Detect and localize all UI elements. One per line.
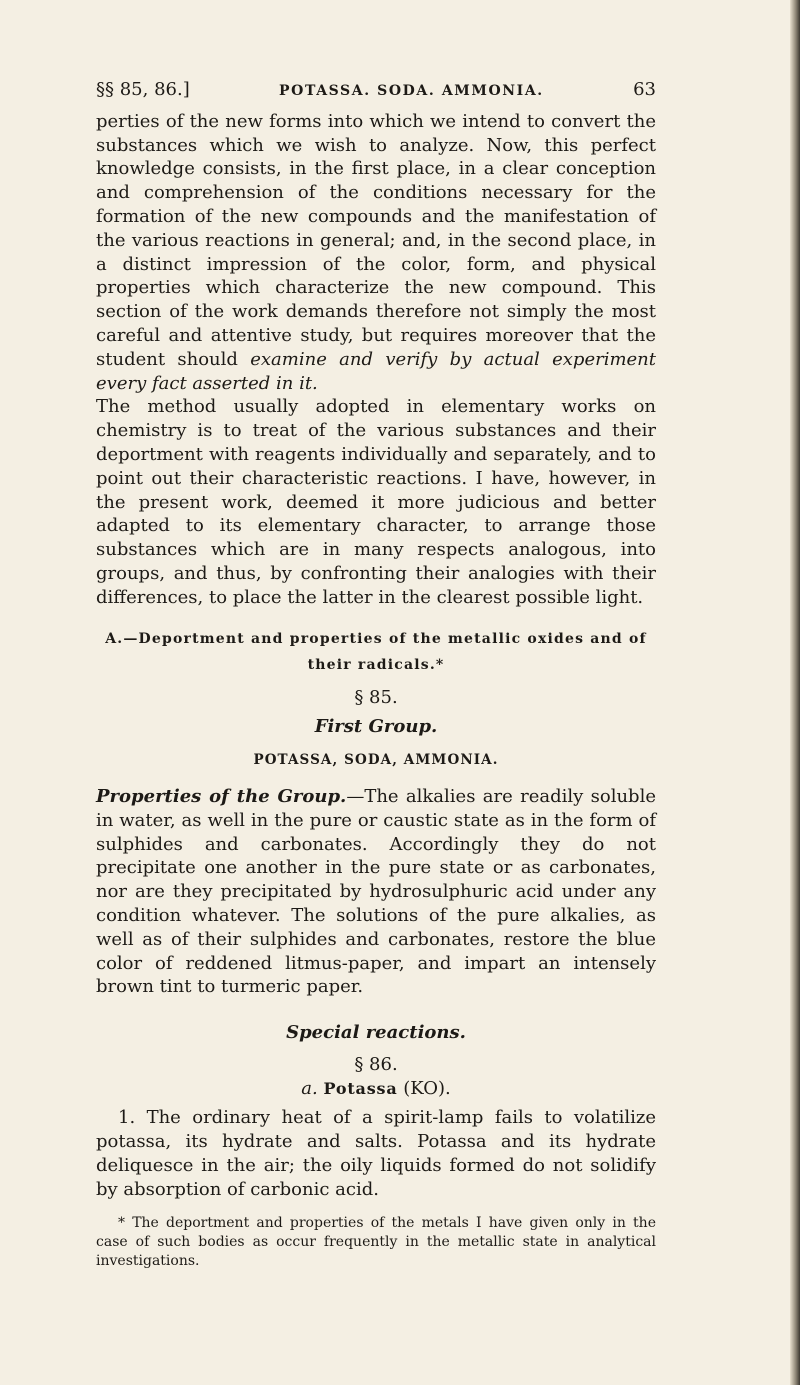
properties-label: Properties of the Group. [96,785,347,807]
page-number: 63 [633,79,656,100]
special-reactions-heading: Special reactions. [286,1022,466,1044]
potassa-letter: a. [301,1077,318,1099]
section-85-number: § 85. [354,686,398,708]
potassa-formula: (KO). [403,1077,451,1099]
intro-paragraph-2: The method usually adopted in elementary works on chemistry is to treat of the various substances and their deportment with reagents individually and separately, and to point out their characteristic reactions. I have, however, in the present work, deemed it more judicious and better adapted to its elementary character, to arrange those substances which are in many respects analogous, into groups, and thus, by confronting their analogies with their differences, to place the latter in the clearest possible light. [96,396,656,608]
group-title: First Group. [314,716,438,738]
section-a-heading: A.—Deportment and properties of the metallic oxides and of their radicals.* [105,630,647,673]
running-head [96,78,656,104]
reaction-item-1: 1. The ordinary heat of a spirit-lamp fails to volatilize potassa, its hydrate and salts. Potassa and its hydrate deliquesce in the air; the oily liquids formed do not solidify by absorption of carbonic acid. [96,1107,656,1200]
group-members: POTASSA, SODA, AMMONIA. [253,752,499,769]
potassa-heading [96,1077,656,1101]
section-86-number: § 86. [354,1053,398,1075]
footnote: * The deportment and properties of the metals I have given only in the case of such bodies as occur frequently in the metallic state in analytical investigations. [96,1214,656,1269]
potassa-name: Potassa [323,1078,398,1098]
intro-paragraph-1: perties of the new forms into which we intend to convert the substances which we wish to analyze. Now, this perfect knowledge consists, in the first place, in a clear conception and comprehension of the conditions necessary for the formation of the new compounds and the manifestation of the various reactions in general; and, in the second place, in a distinct impression of the color, form, and physical properties which characterize the new compound. This section of the work demands therefore not simply the most careful and attentive study, but requires moreover that the student should examine and verify by actual experiment every fact asserted in it. [96,110,657,394]
running-head-sections: §§ 85, 86.] [96,79,190,100]
running-head-title: POTASSA. SODA. AMMONIA. [279,83,544,99]
book-page [96,78,656,1271]
page-edge-shadow [790,0,800,1385]
properties-paragraph: Properties of the Group.—The alkalies are readily soluble in water, as well in the pure or caustic state as in the form of sulphides and carbonates. Accordingly they do not precipitate one another in the pure state or as carbonates, nor are they precipitated by hydrosulphuric acid under any condition whatever. The solutions of the pure alkalies, as well as of their sulphides and carbonates, restore the blue color of reddened litmus-paper, and impart an intensely brown tint to turmeric paper. [96,785,656,998]
intro-emphasis: examine and verify by actual experiment every fact asserted in it. [96,348,657,394]
